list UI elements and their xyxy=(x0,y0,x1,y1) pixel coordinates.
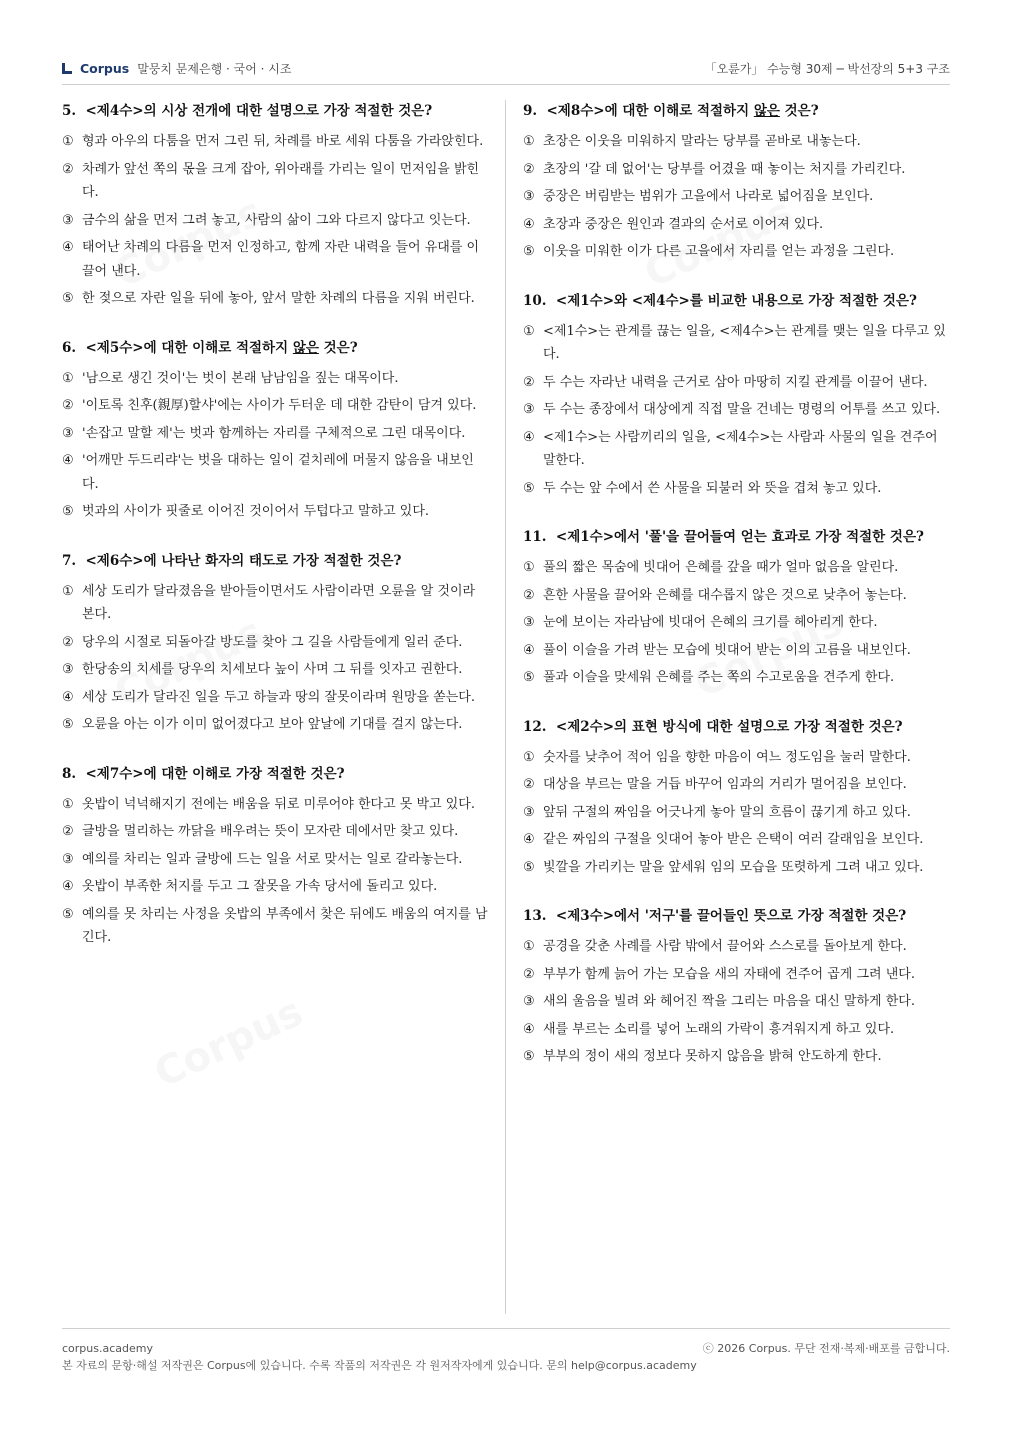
answer-option xyxy=(523,158,951,182)
option-number: ③ xyxy=(62,851,74,867)
option-number: ② xyxy=(523,966,535,982)
option-number: ④ xyxy=(523,216,535,232)
option-number: ③ xyxy=(523,189,535,204)
option-text: '손잡고 말할 제'는 벗과 함께하는 자리를 구체적으로 그린 대목이다. xyxy=(82,425,466,441)
option-text: 두 수는 앞 수에서 쓴 사물을 되불러 와 뜻을 겹쳐 놓고 있다. xyxy=(543,480,882,496)
answer-option xyxy=(62,658,490,682)
option-text: 오륜을 아는 이가 이미 없어졌다고 보아 앞날에 기대를 걸지 않는다. xyxy=(82,717,463,732)
answer-option xyxy=(62,820,490,844)
option-number: ② xyxy=(62,634,74,650)
option-text: 풀의 짧은 목숨에 빗대어 은혜를 갚을 때가 얼마 없음을 알린다. xyxy=(543,560,899,575)
option-text: 차례가 앞선 쪽의 몫을 크게 잡아, 위아래를 가리는 일이 먼저임을 밝힌다. xyxy=(82,161,480,200)
option-text: '남으로 생긴 것이'는 벗이 본래 남남임을 짚는 대목이다. xyxy=(82,370,399,386)
option-text: 이웃을 미워한 이가 다른 고을에서 자리를 얻는 과정을 그린다. xyxy=(543,244,895,259)
option-number: ④ xyxy=(523,832,535,847)
question-text-end: 것은? xyxy=(779,103,819,119)
header-subtitle: 말뭉치 문제은행 · 국어 · 시조 xyxy=(137,61,292,76)
question-text: <제1수>에서 '풀'을 끌어들여 얻는 효과로 가장 적절한 것은? xyxy=(555,529,924,545)
option-text: 부부가 함께 늙어 가는 모습을 새의 자태에 견주어 곱게 그려 낸다. xyxy=(543,966,915,982)
answer-option xyxy=(523,185,951,209)
question-block xyxy=(523,716,951,880)
footer-site: corpus.academy xyxy=(62,1342,153,1355)
left-column xyxy=(62,100,490,976)
question-number: 10. xyxy=(523,292,547,309)
answer-option xyxy=(62,236,490,283)
option-text: 같은 짜임의 구절을 잇대어 놓아 받은 은택이 여러 갈래임을 보인다. xyxy=(543,832,924,847)
option-text: 풀과 이슬을 맞세워 은혜를 주는 쪽의 수고로움을 견주게 한다. xyxy=(543,670,895,685)
option-number: ⑤ xyxy=(523,670,535,685)
right-column xyxy=(523,100,951,1095)
answer-option xyxy=(523,935,951,959)
question-block xyxy=(523,526,951,690)
question-stem xyxy=(523,290,951,312)
question-emphasis: 않은 xyxy=(753,103,780,119)
footer-copyright: ⓒ 2026 Corpus. 무단 전재·복제·배포를 금합니다. xyxy=(702,1342,950,1355)
option-number: ② xyxy=(62,161,74,177)
question-block xyxy=(523,290,951,501)
option-text: 두 수는 종장에서 대상에게 직접 말을 건네는 명령의 어투를 쓰고 있다. xyxy=(543,402,941,417)
option-number: ③ xyxy=(523,804,535,820)
option-number: ⑤ xyxy=(62,291,74,306)
option-number: ④ xyxy=(523,642,535,658)
answer-option xyxy=(523,1045,951,1069)
option-number: ② xyxy=(62,398,74,413)
option-text: 새의 울음을 빌려 와 헤어진 짝을 그리는 마음을 대신 말하게 한다. xyxy=(543,994,915,1009)
question-stem xyxy=(523,716,951,738)
option-text: 눈에 보이는 자라남에 빗대어 은혜의 크기를 헤아리게 한다. xyxy=(543,615,878,630)
option-text: 옷밥이 부족한 처지를 두고 그 잘못을 가속 당서에 돌리고 있다. xyxy=(82,879,438,894)
option-number: ⑤ xyxy=(523,1049,535,1064)
answer-option xyxy=(523,746,951,770)
answer-option xyxy=(62,848,490,872)
answer-option xyxy=(523,666,951,690)
question-number: 13. xyxy=(523,908,547,924)
option-text: 예의를 못 차리는 사정을 옷밥의 부족에서 찾은 뒤에도 배움의 여지를 남긴다. xyxy=(82,906,488,945)
question-text: <제5수>에 대한 이해로 적절하지 xyxy=(85,339,293,356)
brand-name: Corpus xyxy=(80,60,130,76)
question-block xyxy=(62,550,490,737)
option-text: 옷밥이 넉넉해지기 전에는 배움을 뒤로 미루어야 한다고 못 박고 있다. xyxy=(82,796,475,812)
answer-option xyxy=(523,990,951,1014)
option-text: 벗과의 사이가 핏줄로 이어진 것이어서 두텁다고 말하고 있다. xyxy=(82,504,430,519)
answer-option xyxy=(523,556,951,580)
option-text: 초장의 '갈 데 없어'는 당부를 어겼을 때 놓이는 처지를 가리킨다. xyxy=(543,161,906,177)
option-number: ③ xyxy=(62,212,74,228)
column-divider xyxy=(505,100,506,1314)
answer-option xyxy=(523,584,951,608)
question-number: 12. xyxy=(523,718,547,735)
option-number: ③ xyxy=(523,615,535,630)
question-text: <제1수>와 <제4수>를 비교한 내용으로 가장 적절한 것은? xyxy=(555,292,917,309)
option-number: ⑤ xyxy=(523,480,535,496)
answer-option xyxy=(62,209,490,233)
option-number: ① xyxy=(62,370,74,386)
question-block xyxy=(62,763,490,950)
option-text: 형과 아우의 다툼을 먼저 그린 뒤, 차례를 바로 세워 다툼을 가라앉힌다. xyxy=(82,134,484,149)
option-text: 초장과 중장은 원인과 결과의 순서로 이어져 있다. xyxy=(543,216,824,232)
footer-divider xyxy=(62,1328,950,1329)
question-block xyxy=(62,337,490,524)
option-number: ⑤ xyxy=(62,504,74,519)
watermark xyxy=(148,989,310,1097)
answer-option xyxy=(523,213,951,237)
question-stem xyxy=(62,550,490,572)
question-text: <제2수>의 표현 방식에 대한 설명으로 가장 적절한 것은? xyxy=(555,718,903,735)
option-text: 금수의 삶을 먼저 그려 놓고, 사람의 삶이 그와 다르지 않다고 잇는다. xyxy=(82,212,471,228)
option-number: ③ xyxy=(523,994,535,1009)
question-block xyxy=(62,100,490,311)
answer-option xyxy=(523,611,951,635)
question-number: 8. xyxy=(62,765,77,782)
option-number: ② xyxy=(523,777,535,792)
option-number: ① xyxy=(523,323,535,339)
option-number: ③ xyxy=(62,425,74,441)
option-text: 대상을 부르는 말을 거듭 바꾸어 임과의 거리가 멀어짐을 보인다. xyxy=(543,777,907,792)
option-number: ④ xyxy=(62,453,74,468)
answer-option xyxy=(62,631,490,655)
question-stem xyxy=(523,526,951,548)
option-number: ⑤ xyxy=(523,859,535,875)
header-left xyxy=(62,60,291,77)
option-number: ④ xyxy=(62,689,74,705)
question-text: <제4수>의 시상 전개에 대한 설명으로 가장 적절한 것은? xyxy=(85,103,433,119)
answer-option xyxy=(523,639,951,663)
question-number: 6. xyxy=(62,339,77,356)
option-text: 당우의 시절로 되돌아갈 방도를 찾아 그 길을 사람들에게 일러 준다. xyxy=(82,634,463,650)
answer-option xyxy=(62,287,490,311)
question-text-end: 것은? xyxy=(318,339,358,356)
option-text: 글방을 멀리하는 까닭을 배우려는 뜻이 모자란 데에서만 찾고 있다. xyxy=(82,824,459,839)
option-number: ① xyxy=(62,134,74,149)
answer-option xyxy=(523,1018,951,1042)
answer-option xyxy=(62,394,490,418)
option-number: ③ xyxy=(523,402,535,417)
answer-option xyxy=(523,130,951,154)
page-header xyxy=(62,57,950,79)
answer-option xyxy=(62,580,490,627)
question-number: 9. xyxy=(523,103,538,119)
option-text: 흔한 사물을 끌어와 은혜를 대수롭지 않은 것으로 낮추어 놓는다. xyxy=(543,587,907,603)
option-text: 예의를 차리는 일과 글방에 드는 일을 서로 맞서는 일로 갈라놓는다. xyxy=(82,851,463,867)
question-number: 5. xyxy=(62,103,77,119)
answer-option xyxy=(62,449,490,496)
option-text: 한당송의 치세를 당우의 치세보다 높이 사며 그 뒤를 잇자고 권한다. xyxy=(82,662,463,677)
answer-option xyxy=(523,398,951,422)
option-text: 초장은 이웃을 미워하지 말라는 당부를 곧바로 내놓는다. xyxy=(543,134,861,149)
answer-option xyxy=(62,500,490,524)
answer-option xyxy=(62,130,490,154)
answer-option xyxy=(523,371,951,395)
question-stem xyxy=(62,337,490,359)
option-text: 한 젖으로 자란 일을 뒤에 놓아, 앞서 말한 차례의 다름을 지워 버린다. xyxy=(82,291,475,306)
option-text: 태어난 차례의 다름을 먼저 인정하고, 함께 자란 내력을 들어 유대를 이끌어 낸다. xyxy=(82,240,480,279)
answer-option xyxy=(62,713,490,737)
question-stem xyxy=(523,100,951,122)
question-text: <제7수>에 대한 이해로 가장 적절한 것은? xyxy=(85,765,345,782)
option-number: ② xyxy=(523,374,535,390)
answer-option xyxy=(62,875,490,899)
option-number: ① xyxy=(62,583,74,599)
option-number: ⑤ xyxy=(62,717,74,732)
question-number: 11. xyxy=(523,529,547,545)
option-number: ④ xyxy=(523,429,535,445)
question-block xyxy=(523,905,951,1069)
option-number: ② xyxy=(62,824,74,839)
option-text: <제1수>는 관계를 끊는 일을, <제4수>는 관계를 맺는 일을 다루고 있다. xyxy=(543,323,946,362)
answer-option xyxy=(523,477,951,501)
option-text: 풀이 이슬을 가려 받는 모습에 빗대어 받는 이의 고름을 내보인다. xyxy=(543,642,911,658)
option-text: 숫자를 낮추어 적어 임을 향한 마음이 여느 정도임을 눌러 말한다. xyxy=(543,749,911,765)
answer-option xyxy=(62,686,490,710)
option-number: ④ xyxy=(523,1021,535,1037)
option-number: ① xyxy=(62,796,74,812)
option-text: 세상 도리가 달라졌음을 받아들이면서도 사람이라면 오륜을 알 것이라 본다. xyxy=(82,583,476,622)
question-text: <제6수>에 나타난 화자의 태도로 가장 적절한 것은? xyxy=(85,552,402,569)
option-number: ② xyxy=(523,161,535,177)
option-text: 공경을 갖춘 사례를 사람 밖에서 끌어와 스스로를 돌아보게 한다. xyxy=(543,939,907,954)
option-text: '어깨만 두드리랴'는 벗을 대하는 일이 겉치레에 머물지 않음을 내보인다. xyxy=(82,453,474,492)
answer-option xyxy=(62,367,490,391)
question-stem xyxy=(62,763,490,785)
option-number: ① xyxy=(523,749,535,765)
answer-option xyxy=(523,856,951,880)
option-text: 앞뒤 구절의 짜임을 어긋나게 놓아 말의 흐름이 끊기게 하고 있다. xyxy=(543,804,911,820)
option-text: '이토록 친후(親厚)할샤'에는 사이가 두터운 데 대한 감탄이 담겨 있다. xyxy=(82,398,477,413)
option-number: ⑤ xyxy=(62,906,74,922)
answer-option xyxy=(62,422,490,446)
option-text: 중장은 버림받는 범위가 고을에서 나라로 넓어짐을 보인다. xyxy=(543,189,874,204)
question-number: 7. xyxy=(62,552,77,569)
option-text: 세상 도리가 달라진 일을 두고 하늘과 땅의 잘못이라며 원망을 쏟는다. xyxy=(82,689,475,705)
answer-option xyxy=(523,801,951,825)
option-number: ① xyxy=(523,134,535,149)
option-text: 새를 부르는 소리를 넣어 노래의 가락이 흥겨워지게 하고 있다. xyxy=(543,1021,895,1037)
answer-option xyxy=(523,828,951,852)
footer-notice: 본 자료의 문항·해설 저작권은 Corpus에 있습니다. 수록 작품의 저작권은 각 원저작자에게 있습니다. 문의 help@corpus.academy xyxy=(62,1359,697,1372)
option-text: <제1수>는 사람끼리의 일을, <제4수>는 사람과 사물의 일을 견주어 말한다. xyxy=(543,429,938,468)
answer-option xyxy=(523,426,951,473)
answer-option xyxy=(523,963,951,987)
question-text: <제3수>에서 '저구'를 끌어들인 뜻으로 가장 적절한 것은? xyxy=(555,908,907,924)
answer-option xyxy=(523,240,951,264)
header-divider xyxy=(62,84,950,85)
option-number: ⑤ xyxy=(523,244,535,259)
answer-option xyxy=(523,320,951,367)
corpus-logo-icon xyxy=(62,63,72,74)
option-number: ③ xyxy=(62,662,74,677)
question-text: <제8수>에 대한 이해로 적절하지 xyxy=(546,103,754,119)
page-footer xyxy=(62,1340,950,1374)
header-right-title: 「오륜가」 수능형 30제 ─ 박선장의 5+3 구조 xyxy=(704,61,950,76)
question-emphasis: 않은 xyxy=(292,339,319,356)
option-number: ① xyxy=(523,560,535,575)
question-stem xyxy=(62,100,490,122)
question-stem xyxy=(523,905,951,927)
answer-option xyxy=(62,793,490,817)
option-number: ② xyxy=(523,587,535,603)
option-text: 빛깔을 가리키는 말을 앞세워 임의 모습을 또렷하게 그려 내고 있다. xyxy=(543,859,924,875)
answer-option xyxy=(523,773,951,797)
option-number: ④ xyxy=(62,879,74,894)
option-number: ① xyxy=(523,939,535,954)
answer-option xyxy=(62,158,490,205)
answer-option xyxy=(62,903,490,950)
question-block xyxy=(523,100,951,264)
option-text: 부부의 정이 새의 정보다 못하지 않음을 밝혀 안도하게 한다. xyxy=(543,1049,882,1064)
option-number: ④ xyxy=(62,240,74,255)
option-text: 두 수는 자라난 내력을 근거로 삼아 마땅히 지킬 관계를 이끌어 낸다. xyxy=(543,374,928,390)
